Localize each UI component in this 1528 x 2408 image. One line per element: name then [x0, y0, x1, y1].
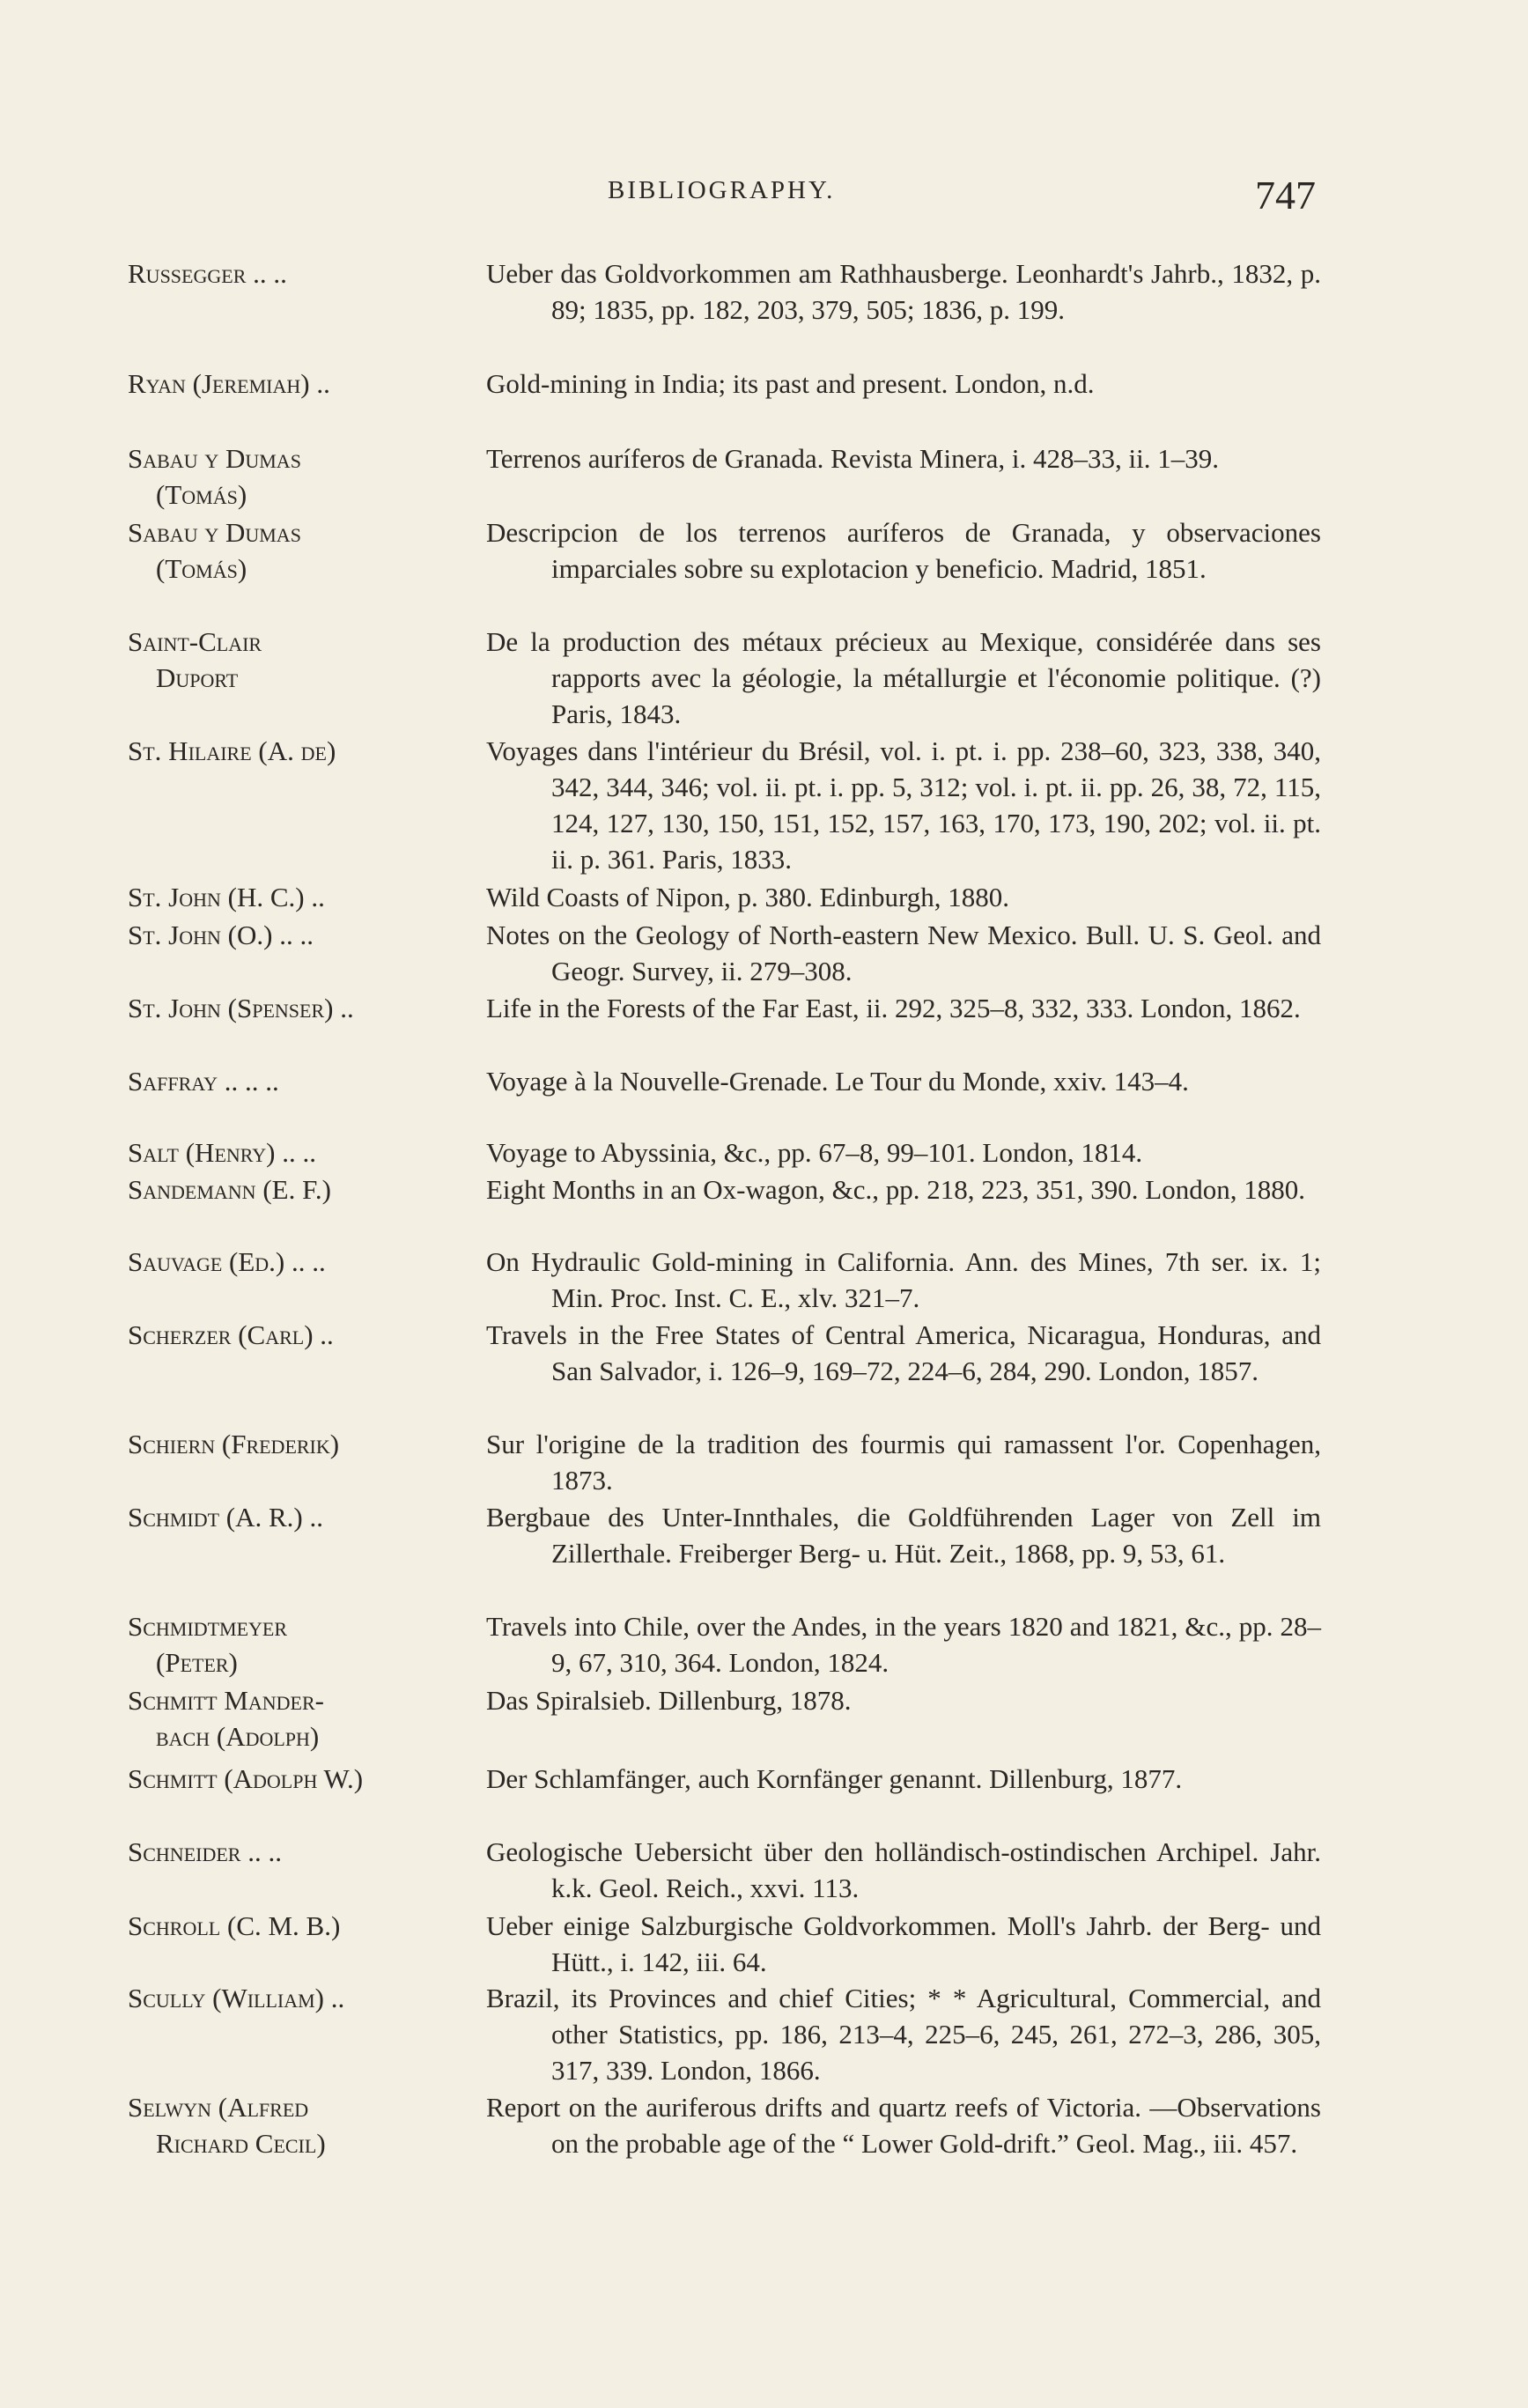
entry-author: Sauvage (Ed.) .. .. — [128, 1246, 326, 1277]
entry-author: Scherzer (Carl) .. — [128, 1319, 334, 1350]
page-header — [0, 173, 1528, 229]
entry-citation: Notes on the Geology of North-eastern New Mexico. Bull. U. S. Geol. and Geogr. Survey, ii. 279–308. — [486, 920, 1321, 986]
entry-author: St. Hilaire (A. de) — [128, 735, 336, 766]
entry-author: Schmidt (A. R.) .. — [128, 1502, 323, 1533]
entry-citation: Travels into Chile, over the Andes, in the years 1820 and 1821, &c., pp. 28–9, 67, 310, 364. London, 1824. — [486, 1611, 1321, 1678]
entry-citation: Travels in the Free States of Central America, Nicaragua, Honduras, and San Salvador, i. 126–9, 169–72, 224–6, 284, 290. London, 1857. — [486, 1319, 1321, 1386]
entry-author: Saffray .. .. .. — [128, 1066, 279, 1097]
entry-citation: Life in the Forests of the Far East, ii. 292, 325–8, 332, 333. London, 1862. — [486, 993, 1301, 1023]
entry-citation: De la production des métaux précieux au Mexique, considérée dans ses rapports avec la géologie, la métallurgie et l'économie politique. (?) Paris, 1843. — [486, 626, 1321, 729]
entry-citation: Ueber das Goldvorkommen am Rathhausberge. Leonhardt's Jahrb., 1832, p. 89; 1835, pp. 182, 203, 379, 505; 1836, p. 199. — [486, 258, 1321, 325]
entry-author: St. John (O.) .. .. — [128, 920, 314, 950]
entry-citation: Voyage to Abyssinia, &c., pp. 67–8, 99–101. London, 1814. — [486, 1137, 1143, 1168]
entry-author: Schmitt Mander- bach (Adolph) — [128, 1685, 324, 1752]
entry-author: Ryan (Jeremiah) .. — [128, 368, 330, 399]
page-number: 747 — [1255, 173, 1316, 218]
entry-author: St. John (Spenser) .. — [128, 993, 354, 1023]
entry-author: Schmitt (Adolph W.) — [128, 1763, 364, 1794]
entry-citation: Geologische Uebersicht über den holländisch-ostindischen Archipel. Jahr. k.k. Geol. Reich., xxvi. 113. — [486, 1836, 1321, 1903]
entry-author: Selwyn (Alfred Richard Cecil) — [128, 2092, 326, 2159]
entry-citation: Descripcion de los terrenos auríferos de Granada, y observaciones imparciales sobre su explotacion y beneficio. Madrid, 1851. — [486, 517, 1321, 584]
entry-author: St. John (H. C.) .. — [128, 882, 325, 912]
entry-citation: Voyages dans l'intérieur du Brésil, vol. i. pt. i. pp. 238–60, 323, 338, 340, 342, 344, 346; vol. ii. pt. i. pp. 5, 312; vol. i. pt. ii. pp. 26, 38, 72, 115, 124, 127, 130, 150, 151, 152, 157, 163, 170, 173, 190, 202; vol. ii. pt. ii. p. 361. Paris, 1833. — [486, 735, 1321, 875]
entry-citation: Report on the auriferous drifts and quartz reefs of Victoria. —Observations on the probable age of the “ Lower Gold-drift.” Geol. Mag., iii. 457. — [486, 2092, 1321, 2159]
entry-citation: Das Spiralsieb. Dillenburg, 1878. — [486, 1685, 852, 1716]
entry-author: Schiern (Frederik) — [128, 1429, 340, 1459]
entry-author: Sabau y Dumas (Tomás) — [128, 517, 301, 584]
entry-citation: Gold-mining in India; its past and present. London, n.d. — [486, 368, 1095, 399]
entry-citation: Wild Coasts of Nipon, p. 380. Edinburgh, 1880. — [486, 882, 1010, 912]
entry-citation: On Hydraulic Gold-mining in California. Ann. des Mines, 7th ser. ix. 1; Min. Proc. Inst. C. E., xlv. 321–7. — [486, 1246, 1321, 1313]
entry-citation: Voyage à la Nouvelle-Grenade. Le Tour du Monde, xxiv. 143–4. — [486, 1066, 1189, 1097]
entry-author: Sabau y Dumas (Tomás) — [128, 443, 301, 510]
entry-citation: Brazil, its Provinces and chief Cities; * * Agricultural, Commercial, and other Statistics, pp. 186, 213–4, 225–6, 245, 261, 272–3, 286, 305, 317, 339. London, 1866. — [486, 1983, 1321, 2086]
entry-citation: Terrenos auríferos de Granada. Revista Minera, i. 428–33, ii. 1–39. — [486, 443, 1220, 474]
entry-author: Schroll (C. M. B.) — [128, 1910, 341, 1941]
entry-author: Salt (Henry) .. .. — [128, 1137, 316, 1168]
entry-author: Schmidtmeyer (Peter) — [128, 1611, 288, 1678]
running-head: BIBLIOGRAPHY. — [608, 176, 836, 204]
entry-citation: Eight Months in an Ox-wagon, &c., pp. 218, 223, 351, 390. London, 1880. — [486, 1174, 1305, 1205]
entry-citation: Der Schlamfänger, auch Kornfänger genannt. Dillenburg, 1877. — [486, 1763, 1183, 1794]
entry-author: Saint-Clair Duport — [128, 626, 262, 693]
entry-citation: Ueber einige Salzburgische Goldvorkommen. Moll's Jahrb. der Berg- und Hütt., i. 142, iii. 64. — [486, 1910, 1321, 1977]
entry-author: Schneider .. .. — [128, 1836, 282, 1867]
entry-author: Scully (William) .. — [128, 1983, 345, 2013]
entry-author: Russegger .. .. — [128, 258, 287, 289]
entry-citation: Bergbaue des Unter-Innthales, die Goldführenden Lager von Zell im Zillerthale. Freiberger Berg- u. Hüt. Zeit., 1868, pp. 9, 53, 61. — [486, 1502, 1321, 1569]
entry-citation: Sur l'origine de la tradition des fourmis qui ramassent l'or. Copenhagen, 1873. — [486, 1429, 1321, 1496]
entry-author: Sandemann (E. F.) — [128, 1174, 331, 1205]
